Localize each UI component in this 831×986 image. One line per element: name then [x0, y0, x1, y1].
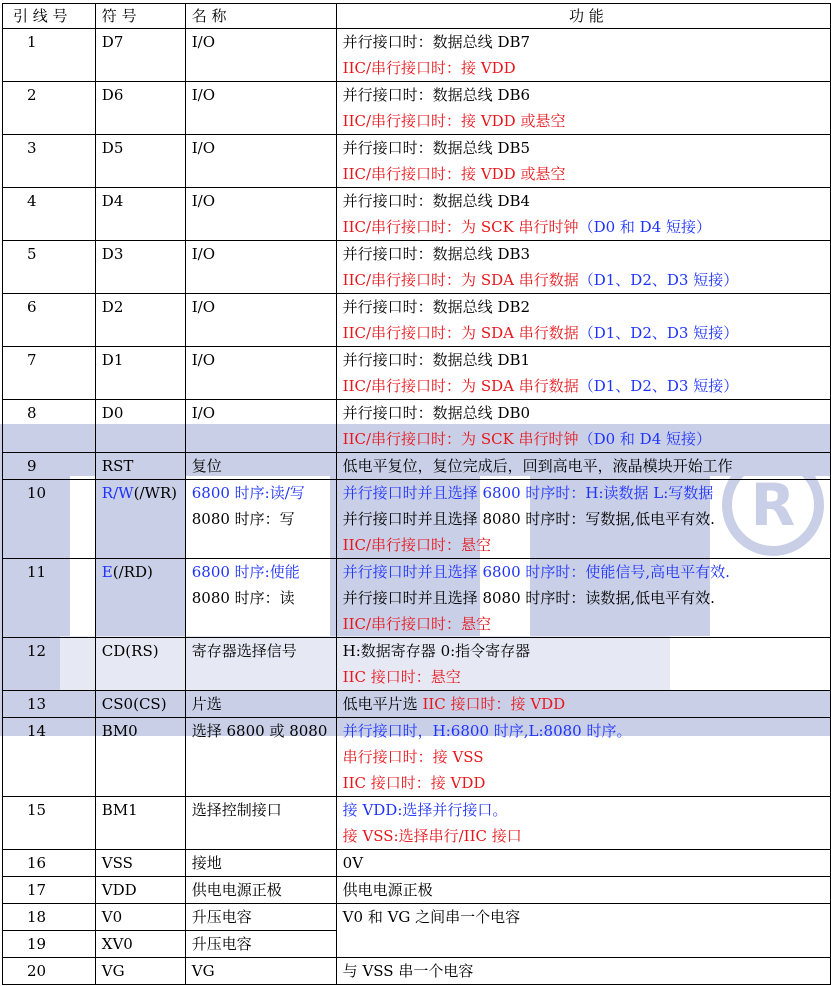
pin-symbol-text: D4: [101, 192, 124, 210]
pin-name-text: 升压电容: [191, 935, 252, 953]
pin-number: [3, 347, 96, 400]
pin-symbol-text: D1: [101, 351, 124, 369]
pin-number: [3, 559, 96, 638]
pin-number-text: 10: [27, 484, 47, 502]
pin-function: [336, 188, 830, 241]
header-function: 功 能: [336, 4, 830, 29]
function-line: 并行接口时，H:6800 时序,L:8080 时序。: [342, 722, 632, 740]
pin-function: [336, 958, 830, 985]
pin-number: [3, 958, 96, 985]
pin-name-text: I/O: [191, 298, 216, 316]
pin-name-line: 6800 时序:使能: [191, 563, 300, 581]
function-line: IIC/串行接口时：为 SDA 串行数据（D1、D2、D3 短接）: [342, 271, 739, 289]
watermark-registered-mark: R: [722, 454, 824, 556]
table-row: [3, 559, 831, 638]
header-pin: 引 线 号: [3, 4, 96, 29]
pin-symbol: [95, 480, 185, 559]
pin-number-text: 17: [27, 881, 47, 899]
pin-name-text: 升压电容: [191, 908, 252, 926]
pin-symbol-text: VG: [101, 962, 125, 980]
pin-function: [336, 480, 830, 559]
table-row: [3, 347, 831, 400]
pin-symbol: [95, 82, 185, 135]
pin-name-text: I/O: [191, 192, 216, 210]
function-line: 并行接口时并且选择 6800 时序时：使能信号,高电平有效.: [342, 563, 730, 581]
pin-symbol-text: E(/RD): [101, 563, 153, 581]
pin-function: [336, 850, 830, 877]
pin-number: [3, 797, 96, 850]
table-row: [3, 691, 831, 718]
table-row: [3, 135, 831, 188]
table-row: [3, 718, 831, 797]
pin-number-text: 20: [27, 962, 47, 980]
pin-name-text: I/O: [191, 139, 216, 157]
function-line: IIC/串行接口时：接 VDD 或悬空: [342, 112, 566, 130]
pin-function: [336, 241, 830, 294]
pin-function: [336, 400, 830, 453]
pin-table: [2, 3, 831, 985]
pin-symbol-text: D2: [101, 298, 124, 316]
table-row: [3, 188, 831, 241]
pin-name: [185, 29, 336, 82]
pin-number-text: 4: [27, 192, 37, 210]
pin-number-text: 11: [27, 563, 47, 581]
function-line: 串行接口时：接 VSS: [342, 748, 484, 766]
pin-number: [3, 691, 96, 718]
pin-symbol-text: D5: [101, 139, 124, 157]
pin-number-text: 15: [27, 801, 47, 819]
pin-name: [185, 453, 336, 480]
function-line: 并行接口时：数据总线 DB3: [342, 245, 531, 263]
pin-function: [336, 638, 830, 691]
function-line: 并行接口时并且选择 8080 时序时：读数据,低电平有效.: [342, 589, 715, 607]
pin-symbol-text: RST: [101, 457, 134, 475]
table-row: [3, 453, 831, 480]
pin-name: [185, 480, 336, 559]
pin-name-text: I/O: [191, 404, 216, 422]
function-line: 并行接口时并且选择 8080 时序时：写数据,低电平有效.: [342, 510, 715, 528]
function-line: IIC 接口时：接 VDD: [342, 774, 486, 792]
pin-symbol-text: R/W(/WR): [101, 484, 178, 502]
pin-symbol-text: CS0(CS): [101, 695, 167, 713]
pin-name: [185, 904, 336, 931]
pin-number: [3, 188, 96, 241]
function-line: V0 和 VG 之间串一个电容: [342, 908, 521, 926]
pin-number-text: 19: [27, 935, 47, 953]
pin-name-text: I/O: [191, 86, 216, 104]
pin-symbol: [95, 638, 185, 691]
pin-symbol: [95, 400, 185, 453]
pin-function: [336, 691, 830, 718]
function-line: 低电平复位，复位完成后，回到高电平，液晶模块开始工作: [342, 457, 733, 475]
pin-symbol-text: CD(RS): [101, 642, 159, 660]
pin-symbol-text: D3: [101, 245, 124, 263]
pin-name-text: 寄存器选择信号: [191, 642, 297, 660]
table-row: [3, 877, 831, 904]
function-line: 并行接口时：数据总线 DB6: [342, 86, 531, 104]
function-line: IIC/串行接口时：为 SCK 串行时钟（D0 和 D4 短接）: [342, 218, 712, 236]
pin-symbol: [95, 931, 185, 958]
pin-function: [336, 135, 830, 188]
function-line: 并行接口时并且选择 6800 时序时：H:读数据 L:写数据: [342, 484, 714, 502]
pin-symbol-text: XV0: [101, 935, 133, 953]
pin-function: [336, 82, 830, 135]
pin-name: [185, 877, 336, 904]
function-line: 并行接口时：数据总线 DB1: [342, 351, 531, 369]
function-line: IIC 接口时：悬空: [342, 668, 461, 686]
pin-name-line: 8080 时序：写: [191, 510, 295, 528]
pin-number-text: 2: [27, 86, 37, 104]
table-row: [3, 29, 831, 82]
pin-number-text: 14: [27, 722, 47, 740]
pin-symbol: [95, 958, 185, 985]
pin-symbol: [95, 718, 185, 797]
function-line: 接 VSS:选择串行/IIC 接口: [342, 827, 522, 845]
pin-function: [336, 904, 830, 958]
pin-symbol: [95, 559, 185, 638]
pin-symbol-text: D0: [101, 404, 124, 422]
pin-number-text: 5: [27, 245, 37, 263]
function-line: 并行接口时：数据总线 DB5: [342, 139, 531, 157]
pin-name-text: 接地: [191, 854, 222, 872]
pin-name: [185, 691, 336, 718]
function-line: 并行接口时：数据总线 DB4: [342, 192, 531, 210]
function-line: IIC/串行接口时：为 SCK 串行时钟（D0 和 D4 短接）: [342, 430, 712, 448]
pin-number-text: 13: [27, 695, 47, 713]
function-line: 接 VDD:选择并行接口。: [342, 801, 508, 819]
pin-name: [185, 718, 336, 797]
pin-name: [185, 82, 336, 135]
pin-symbol: [95, 29, 185, 82]
table-row: [3, 480, 831, 559]
function-line: IIC/串行接口时：为 SDA 串行数据（D1、D2、D3 短接）: [342, 324, 739, 342]
table-row: [3, 241, 831, 294]
pin-name-line: 6800 时序:读/写: [191, 484, 305, 502]
function-line: 并行接口时：数据总线 DB0: [342, 404, 531, 422]
pin-symbol: [95, 877, 185, 904]
pin-number: [3, 480, 96, 559]
pin-name: [185, 797, 336, 850]
pin-number: [3, 931, 96, 958]
pin-function: [336, 453, 830, 480]
pin-function: [336, 559, 830, 638]
pin-function: [336, 347, 830, 400]
pin-symbol-text: VSS: [101, 854, 133, 872]
table-row: [3, 904, 831, 931]
table-row: [3, 400, 831, 453]
table-row: [3, 958, 831, 985]
function-line: 供电电源正极: [342, 881, 433, 899]
pin-symbol: [95, 294, 185, 347]
pin-number: [3, 638, 96, 691]
pin-number: [3, 82, 96, 135]
function-line: 并行接口时：数据总线 DB7: [342, 33, 531, 51]
function-line: IIC/串行接口时：接 VDD: [342, 59, 516, 77]
pin-symbol: [95, 797, 185, 850]
pin-name: [185, 931, 336, 958]
pin-name: [185, 135, 336, 188]
function-line: IIC/串行接口时：悬空: [342, 536, 492, 554]
pin-name-text: 片选: [191, 695, 222, 713]
pin-number-text: 8: [27, 404, 37, 422]
pin-name-text: 选择 6800 或 8080: [191, 722, 328, 740]
function-line: 与 VSS 串一个电容: [342, 962, 474, 980]
pin-symbol-text: VDD: [101, 881, 137, 899]
pin-name-text: I/O: [191, 351, 216, 369]
pin-number-text: 7: [27, 351, 37, 369]
pin-symbol-text: D7: [101, 33, 124, 51]
function-line: 低电平片选 IIC 接口时：接 VDD: [342, 695, 566, 713]
pin-number: [3, 904, 96, 931]
pin-number-text: 3: [27, 139, 37, 157]
pin-name-text: 选择控制接口: [191, 801, 282, 819]
pin-symbol-text: BM0: [101, 722, 138, 740]
pin-name-text: 供电电源正极: [191, 881, 282, 899]
table-row: [3, 82, 831, 135]
pin-symbol-text: BM1: [101, 801, 138, 819]
function-line: IIC/串行接口时：为 SDA 串行数据（D1、D2、D3 短接）: [342, 377, 739, 395]
pin-number: [3, 135, 96, 188]
function-line: 0V: [342, 854, 364, 872]
pin-number: [3, 241, 96, 294]
pin-name: [185, 294, 336, 347]
pin-number-text: 18: [27, 908, 47, 926]
pin-function: [336, 294, 830, 347]
pin-number-text: 16: [27, 854, 47, 872]
pin-name-text: I/O: [191, 33, 216, 51]
pin-symbol-text: V0: [101, 908, 123, 926]
pin-name: [185, 638, 336, 691]
pin-name-text: VG: [191, 962, 215, 980]
pin-name-text: 复位: [191, 457, 222, 475]
pin-name: [185, 188, 336, 241]
pin-number-text: 6: [27, 298, 37, 316]
pin-name: [185, 958, 336, 985]
table-row: [3, 294, 831, 347]
table-row: [3, 638, 831, 691]
pin-number-text: 12: [27, 642, 47, 660]
pin-number-text: 9: [27, 457, 37, 475]
function-line: IIC/串行接口时：接 VDD 或悬空: [342, 165, 566, 183]
table-row: [3, 797, 831, 850]
header-symbol: 符 号: [95, 4, 185, 29]
pin-symbol: [95, 347, 185, 400]
pin-function: [336, 29, 830, 82]
table-row: [3, 850, 831, 877]
pin-name-text: I/O: [191, 245, 216, 263]
pin-number: [3, 850, 96, 877]
pin-name-line: 8080 时序：读: [191, 589, 295, 607]
header-name: 名 称: [185, 4, 336, 29]
function-line: H:数据寄存器 0:指令寄存器: [342, 642, 531, 660]
pin-name: [185, 850, 336, 877]
pin-symbol: [95, 850, 185, 877]
pin-number: [3, 294, 96, 347]
table-header-row: [3, 4, 831, 29]
pin-symbol: [95, 453, 185, 480]
pin-function: [336, 877, 830, 904]
pin-number: [3, 400, 96, 453]
pin-name: [185, 400, 336, 453]
pin-symbol: [95, 691, 185, 718]
pin-symbol-text: D6: [101, 86, 124, 104]
function-line: IIC/串行接口时：悬空: [342, 615, 492, 633]
pin-number: [3, 29, 96, 82]
pin-name: [185, 559, 336, 638]
pin-name: [185, 347, 336, 400]
pin-symbol: [95, 904, 185, 931]
function-line: 并行接口时：数据总线 DB2: [342, 298, 531, 316]
pin-symbol: [95, 135, 185, 188]
pin-number: [3, 877, 96, 904]
pin-number: [3, 718, 96, 797]
pin-function: [336, 718, 830, 797]
pin-function: [336, 797, 830, 850]
pin-symbol: [95, 241, 185, 294]
pin-number-text: 1: [27, 33, 37, 51]
pin-name: [185, 241, 336, 294]
pin-symbol: [95, 188, 185, 241]
pin-number: [3, 453, 96, 480]
